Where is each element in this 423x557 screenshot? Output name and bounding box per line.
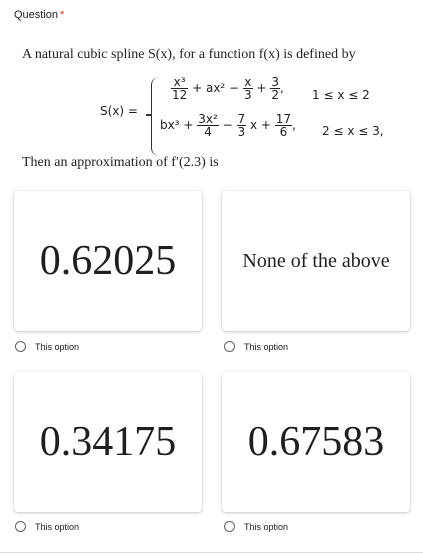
option-card-4[interactable] [222, 372, 410, 512]
option-radio-label: This option [35, 521, 80, 532]
option-radio-label: This option [244, 341, 289, 352]
option-radio-1[interactable] [15, 341, 79, 352]
option-radio-3[interactable] [15, 521, 79, 532]
option-radio-label: This option [244, 521, 289, 532]
piece-1-condition: 1 ≤ x ≤ 2 [312, 88, 370, 102]
option-card-1[interactable] [14, 191, 202, 331]
radio-button[interactable] [15, 521, 26, 532]
bottom-divider [0, 552, 423, 553]
question-intro: A natural cubic spline S(x), for a function f(x) is defined by [22, 47, 356, 62]
radio-button[interactable] [15, 341, 26, 352]
fraction: $\frac{\text{x³}}{12}$ [172, 75, 188, 102]
option-radio-label: This option [35, 341, 80, 352]
left-brace [151, 77, 160, 156]
required-marker: * [60, 9, 65, 21]
option-radio-4[interactable] [224, 521, 288, 532]
option-value: None of the above [242, 249, 390, 272]
option-value: 0.67583 [247, 419, 385, 465]
question-label: Question [14, 9, 59, 21]
question-header [14, 9, 64, 21]
question-prompt: Then an approximation of f′(2.3) is [22, 155, 219, 170]
option-card-2[interactable] [222, 191, 410, 331]
radio-button[interactable] [224, 341, 235, 352]
option-radio-2[interactable] [224, 341, 288, 352]
fraction: $\frac{17}{6}$ [275, 112, 292, 139]
spline-lhs: S(x) = [100, 104, 138, 118]
radio-button[interactable] [224, 521, 235, 532]
fraction: $\frac{7}{3}$ [237, 112, 246, 139]
left-brace-tip [146, 114, 152, 116]
spline-piece-1: $\frac{\text{x³}}{12}$ + ax² − $\frac{x}{3}$ + $\frac{3}{2}$ , [172, 75, 284, 102]
piece-2-condition: 2 ≤ x ≤ 3, [322, 124, 384, 138]
option-card-3[interactable] [14, 372, 202, 512]
spline-piece-2: bx³ + $\frac{\text{3x²}}{4}$ − $\frac{7}{3}$ x + $\frac{17}{6}$ , [160, 112, 296, 139]
option-value: 0.62025 [39, 238, 177, 284]
option-value: 0.34175 [39, 419, 177, 465]
fraction: $\frac{x}{3}$ [243, 75, 252, 102]
fraction: $\frac{3}{2}$ [271, 75, 279, 102]
fraction: $\frac{\text{3x²}}{4}$ [198, 112, 218, 139]
